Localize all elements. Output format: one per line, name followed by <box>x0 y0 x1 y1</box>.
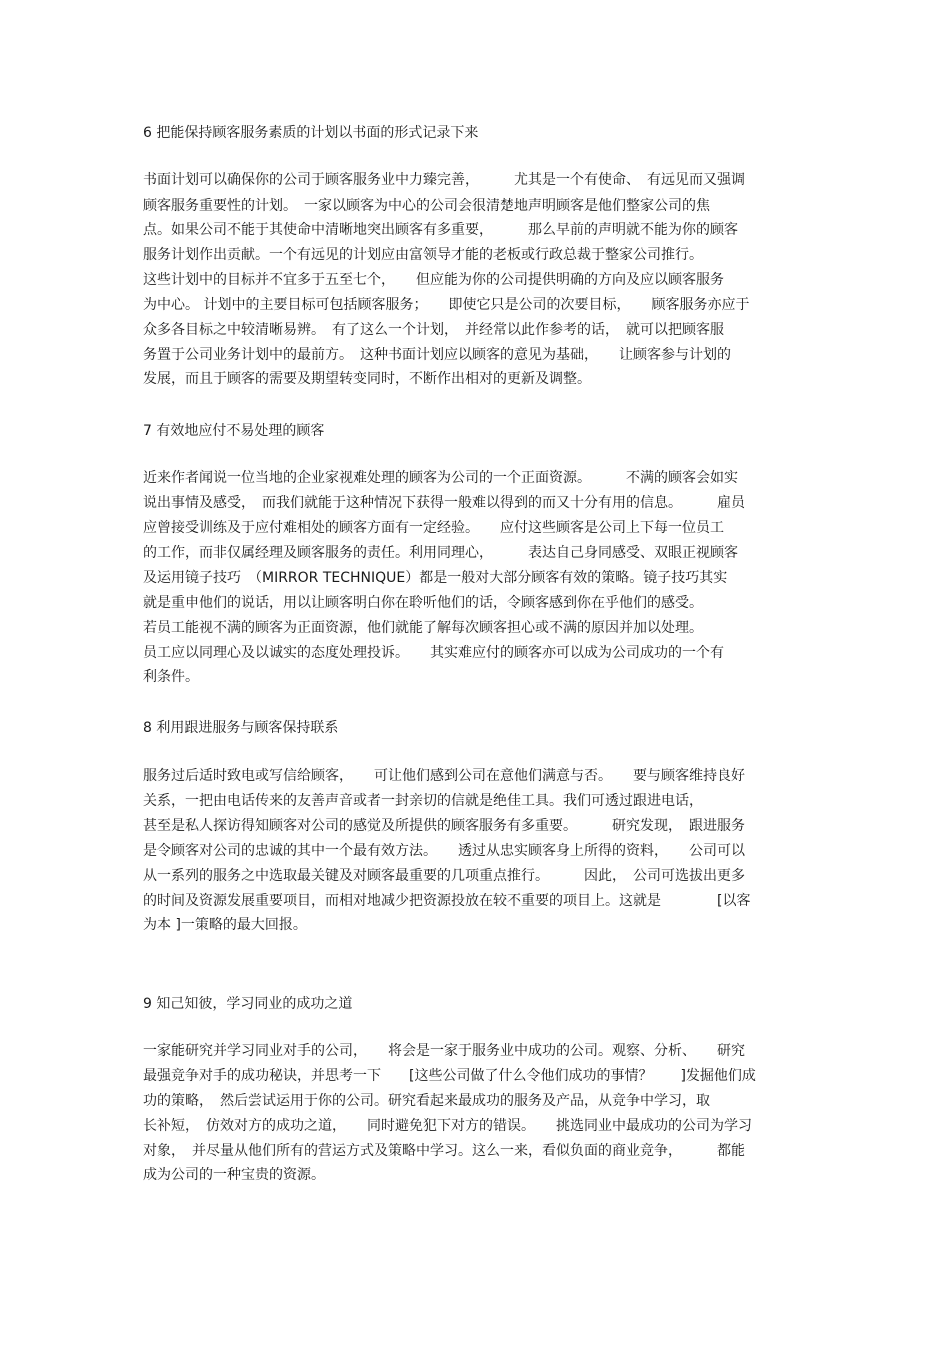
section-6-line-2: 顾客服务重要性的计划。 一家以顾客为中心的公司会很清楚地声明顾客是他们整家公司的焦 <box>143 198 710 214</box>
section-8-line-1: 服务过后适时致电或写信给顾客， 可让他们感到公司在意他们满意与否。 要与顾客维持良好 <box>143 768 745 784</box>
section-6-line-5: 这些计划中的目标并不宜多于五至七个， 但应能为你的公司提供明确的方向及应以顾客服务 <box>143 272 724 288</box>
section-9-line-6: 成为公司的一种宝贵的资源。 <box>143 1167 325 1183</box>
section-6-heading: 6 把能保持顾客服务素质的计划以书面的形式记录下来 <box>143 125 479 141</box>
section-6-line-6: 为中心。 计划中的主要目标可包括顾客服务； 即使它只是公司的次要目标， 顾客服务亦应于 <box>143 297 750 313</box>
section-6-line-3: 点。如果公司不能于其使命中清晰地突出顾客有多重要， 那么早前的声明就不能为你的顾客 <box>143 222 738 238</box>
section-7-line-2: 说出事情及感受， 而我们就能于这种情况下获得一般难以得到的而又十分有用的信息。 雇员 <box>143 495 745 511</box>
section-8-line-7: 为本 ]一策略的最大回报。 <box>143 917 307 933</box>
section-8-line-5: 从一系列的服务之中选取最关键及对顾客最重要的几项重点推行。 因此， 公司可选拔出更多 <box>143 868 745 884</box>
section-6-line-1: 书面计划可以确保你的公司于顾客服务业中力臻完善， 尤其是一个有使命、 有远见而又强调 <box>143 172 745 188</box>
section-9-line-4: 长补短， 仿效对方的成功之道， 同时避免犯下对方的错误。 挑选同业中最成功的公司为学习 <box>143 1118 752 1134</box>
section-7-line-6: 就是重申他们的说话，用以让顾客明白你在聆听他们的话，令顾客感到你在乎他们的感受。 <box>143 595 703 611</box>
section-9-line-3: 功的策略， 然后尝试运用于你的公司。研究看起来最成功的服务及产品，从竞争中学习，取 <box>143 1093 710 1109</box>
section-8-line-6: 的时间及资源发展重要项目，而相对地减少把资源投放在较不重要的项目上。这就是 [以客 <box>143 893 751 909</box>
section-7-heading: 7 有效地应付不易处理的顾客 <box>143 423 325 439</box>
section-6-line-8: 务置于公司业务计划中的最前方。 这种书面计划应以顾客的意见为基础， 让顾客参与计划的 <box>143 347 731 363</box>
section-6-line-7: 众多各目标之中较清晰易辨。 有了这么一个计划， 并经常以此作参考的话， 就可以把顾客服 <box>143 322 724 338</box>
section-9-heading: 9 知己知彼，学习同业的成功之道 <box>143 996 353 1012</box>
section-7-line-9: 利条件。 <box>143 669 199 685</box>
section-7-line-3: 应曾接受训练及于应付难相处的顾客方面有一定经验。 应付这些顾客是公司上下每一位员工 <box>143 520 724 536</box>
section-8-line-3: 甚至是私人探访得知顾客对公司的感觉及所提供的顾客服务有多重要。 研究发现， 跟进服务 <box>143 818 745 834</box>
section-6-line-9: 发展，而且于顾客的需要及期望转变同时，不断作出相对的更新及调整。 <box>143 371 591 387</box>
section-8-line-4: 是令顾客对公司的忠诚的其中一个最有效方法。 透过从忠实顾客身上所得的资料， 公司可以 <box>143 843 745 859</box>
section-7-line-1: 近来作者闻说一位当地的企业家视难处理的顾客为公司的一个正面资源。 不满的顾客会如实 <box>143 470 738 486</box>
section-9-line-2: 最强竞争对手的成功秘诀，并思考一下 [这些公司做了什么令他们成功的事情？ ]发掘他们成 <box>143 1068 756 1084</box>
section-9-line-5: 对象， 并尽量从他们所有的营运方式及策略中学习。这么一来，看似负面的商业竞争， 都能 <box>143 1143 745 1159</box>
section-7-line-7: 若员工能视不满的顾客为正面资源，他们就能了解每次顾客担心或不满的原因并加以处理。 <box>143 620 703 636</box>
section-8-heading: 8 利用跟进服务与顾客保持联系 <box>143 720 339 736</box>
section-6-line-4: 服务计划作出贡献。一个有远见的计划应由富领导才能的老板或行政总裁于整家公司推行。 <box>143 247 703 263</box>
section-7-line-4: 的工作，而非仅属经理及顾客服务的责任。利用同理心， 表达自己身同感受、双眼正视顾客 <box>143 545 738 561</box>
section-8-line-2: 关系，一把由电话传来的友善声音或者一封亲切的信就是绝佳工具。我们可透过跟进电话， <box>143 793 703 809</box>
section-7-line-5: 及运用镜子技巧 （MIRROR TECHNIQUE）都是一般对大部分顾客有效的策略。镜子技巧其实 <box>143 570 728 586</box>
section-9-line-1: 一家能研究并学习同业对手的公司， 将会是一家于服务业中成功的公司。观察、分析、 研究 <box>143 1043 745 1059</box>
section-7-line-8: 员工应以同理心及以诚实的态度处理投诉。 其实难应付的顾客亦可以成为公司成功的一个有 <box>143 645 724 661</box>
